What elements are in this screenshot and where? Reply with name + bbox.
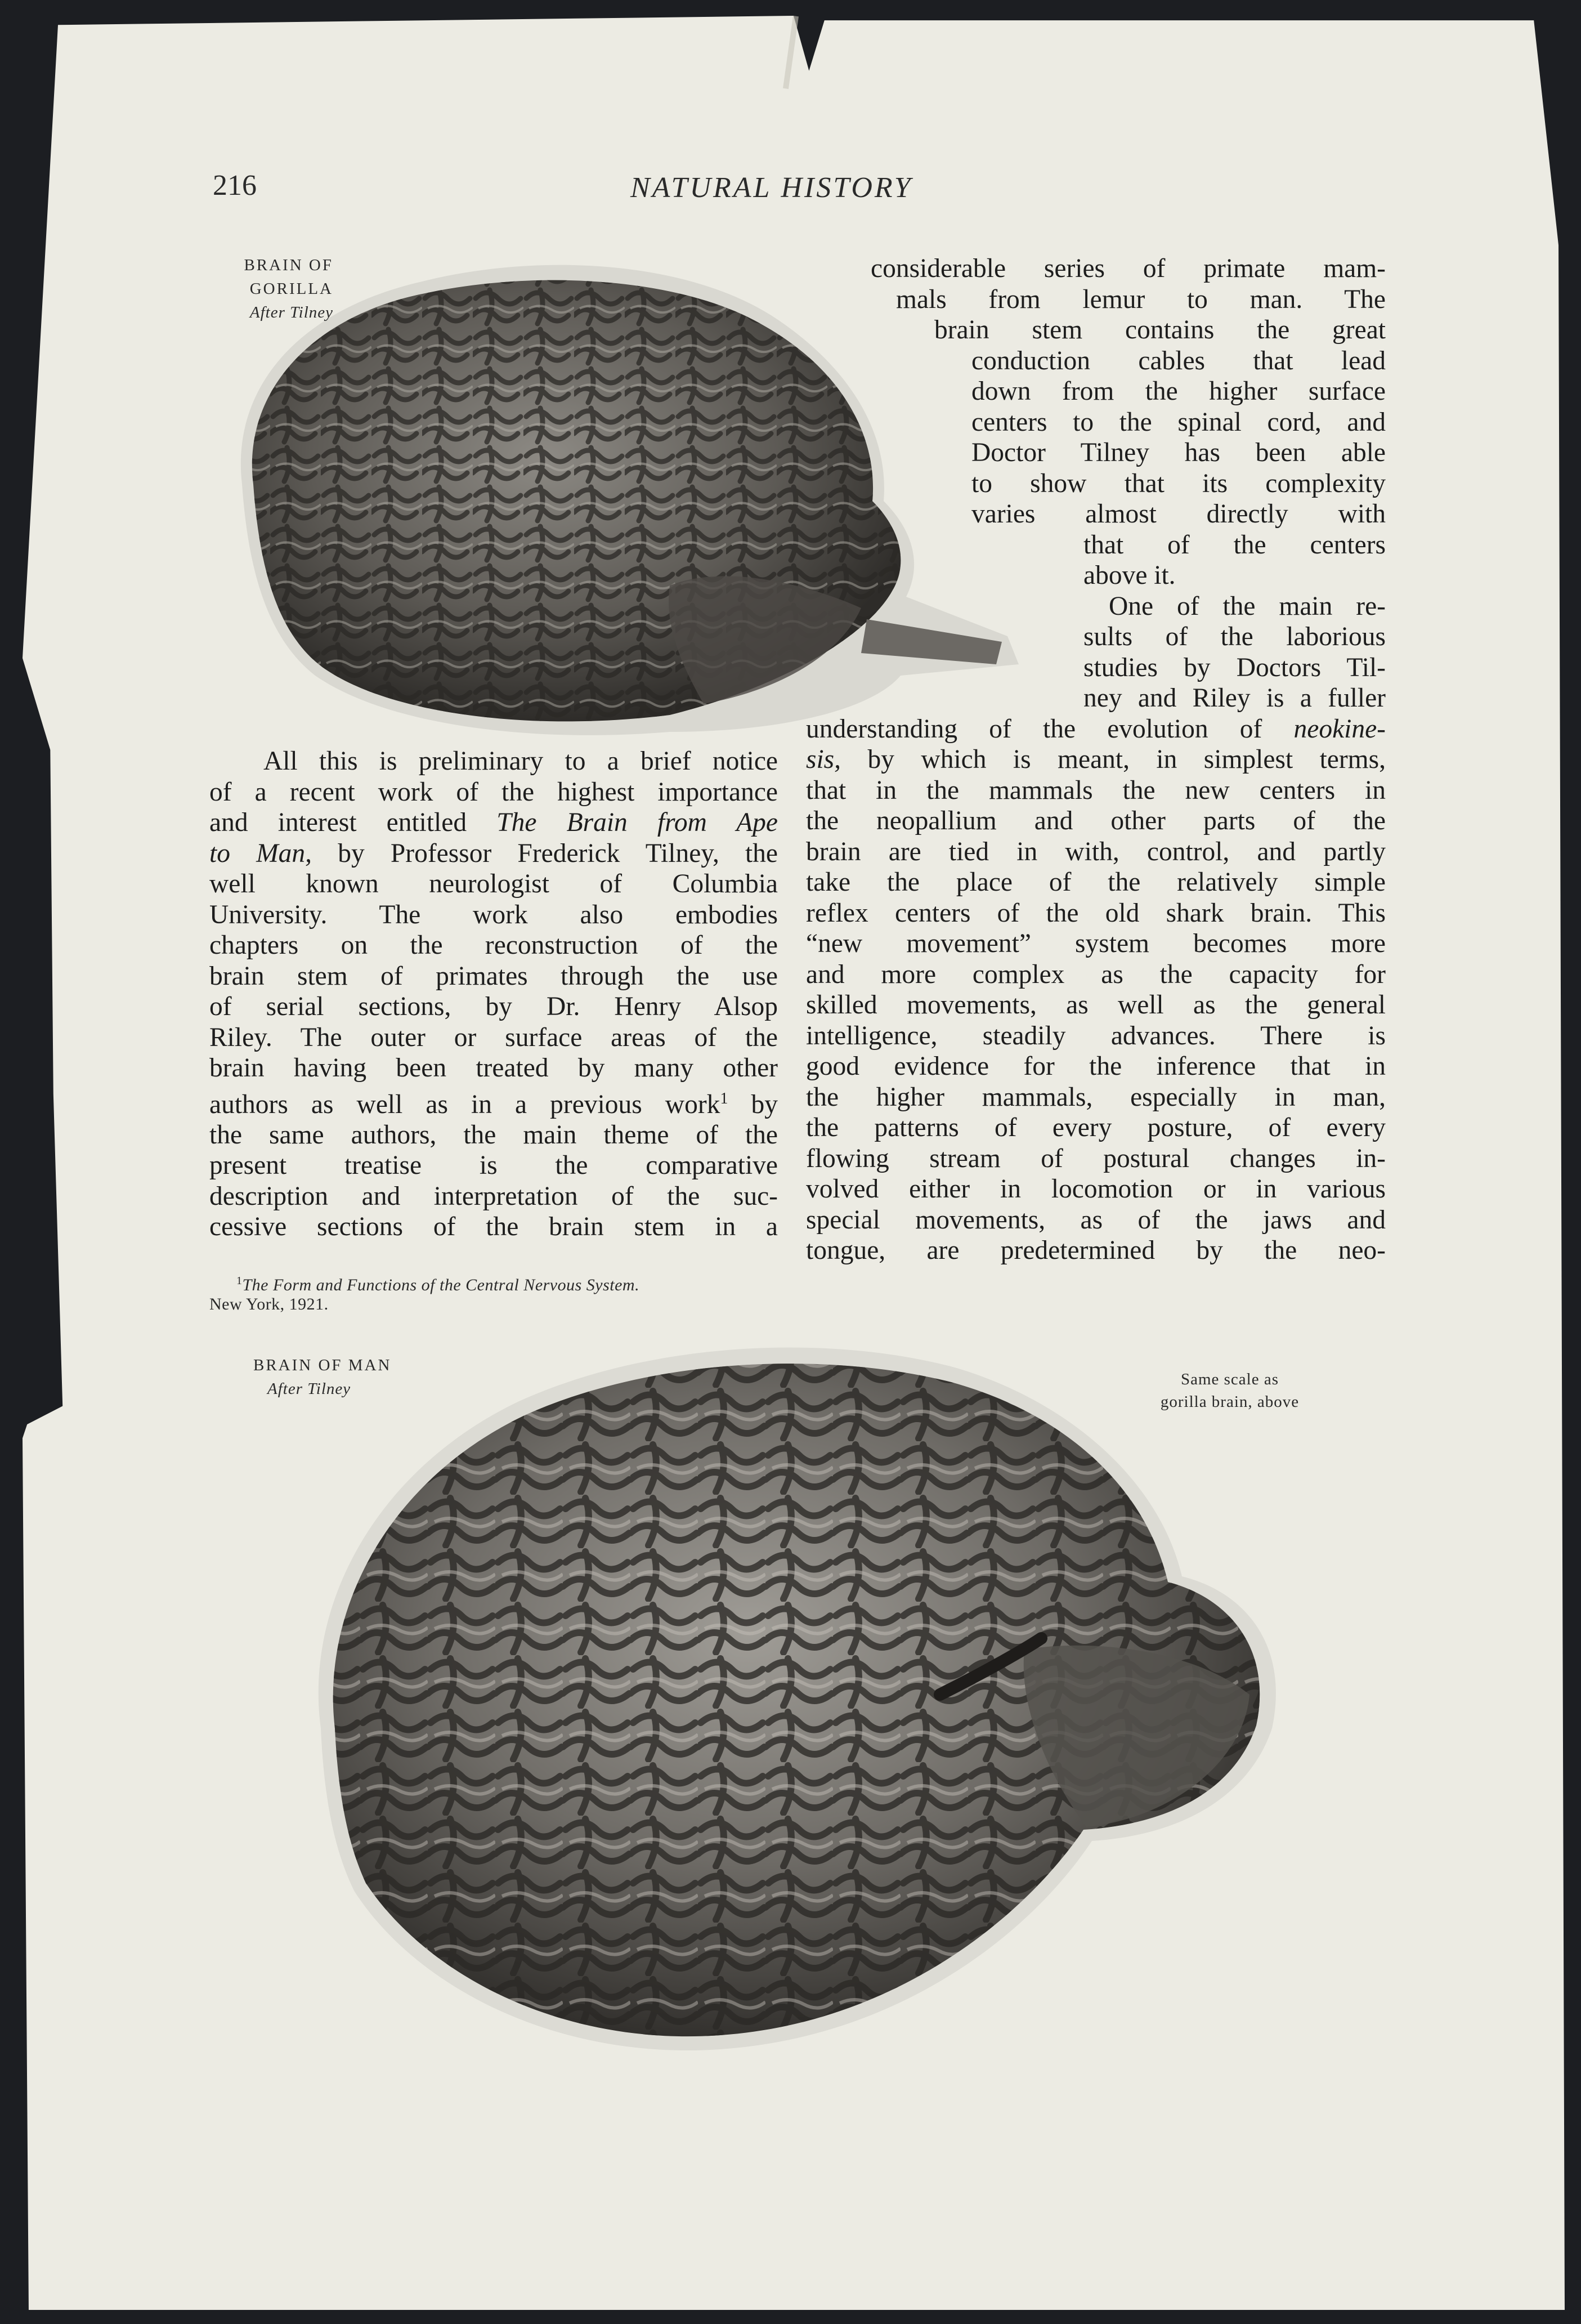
text-line: description and interpretation of the suc-	[209, 1181, 778, 1211]
right-column	[806, 253, 1386, 1266]
journal-title: NATURAL HISTORY	[630, 172, 913, 204]
left-column	[209, 746, 778, 1243]
text-line: cessive sections of the brain stem in a	[209, 1212, 778, 1242]
footnote-line: New York, 1921.	[209, 1295, 329, 1313]
text-run: by	[728, 1089, 778, 1119]
text-line: to show that its complexity	[971, 468, 1386, 498]
text-line: brain stem of primates through the use	[209, 961, 778, 991]
footnote-marker: 1	[236, 1275, 243, 1287]
text-line: down from the higher surface	[971, 377, 1386, 406]
text-line: ney and Riley is a fuller	[1083, 683, 1386, 713]
text-line: University. The work also embodies	[209, 900, 778, 929]
text-line: the patterns of every posture, of every	[806, 1113, 1386, 1142]
text-line: tongue, are predetermined by the neo-	[806, 1236, 1386, 1265]
text-line: above it.	[1083, 561, 1176, 590]
text-line: volved either in locomotion or in various	[806, 1174, 1386, 1204]
text-line: intelligence, steadily advances. There is	[806, 1021, 1386, 1051]
text-line: considerable series of primate mam-	[871, 254, 1386, 283]
text-line	[806, 714, 1386, 745]
text-line: sults of the laborious	[1083, 622, 1386, 651]
book-title: The Brain from Ape	[496, 808, 778, 837]
text-line	[806, 744, 1386, 775]
text-line: brain having been treated by many other	[209, 1053, 778, 1083]
footnote	[209, 1271, 778, 1314]
text-line: studies by Doctors Til-	[1083, 652, 1386, 682]
text-run: understanding of the evolution of	[806, 714, 1294, 744]
text-line: chapters on the reconstruction of the	[209, 931, 778, 960]
text-line: flowing stream of postural changes in-	[806, 1143, 1386, 1173]
text-line: of serial sections, by Dr. Henry Alsop	[209, 992, 778, 1021]
text-run: by Professor Frederick Tilney, the	[312, 838, 778, 868]
gorilla-caption-credit: After Tilney	[249, 303, 333, 321]
text-line: brain are tied in with, control, and partly	[806, 837, 1386, 866]
text-line: varies almost directly with	[971, 499, 1386, 529]
right-para-2	[806, 591, 1386, 1266]
text-line: the same authors, the main theme of the	[209, 1120, 778, 1150]
text-run: and interest entitled	[209, 808, 497, 837]
text-line	[209, 838, 778, 869]
text-line: centers to the spinal cord, and	[971, 407, 1386, 437]
text-line: take the place of the relatively simple	[806, 868, 1386, 897]
book-title: to Man,	[209, 838, 312, 868]
text-line: the higher mammals, especially in man,	[806, 1082, 1386, 1112]
footnote-title: The Form and Functions of the Central Nervous System.	[242, 1276, 640, 1294]
text-line: skilled movements, as well as the general	[806, 990, 1386, 1020]
human-brain-photo	[293, 1334, 1340, 2061]
text-line: good evidence for the inference that in	[806, 1052, 1386, 1081]
text-line: conduction cables that lead	[971, 346, 1386, 376]
text-line: One of the main re-	[1109, 591, 1386, 621]
right-para-1	[806, 253, 1386, 591]
scale-caption-line1: Same scale as	[1180, 1370, 1279, 1388]
gorilla-caption-line1: BRAIN OF	[244, 256, 333, 274]
text-run: by which is meant, in simplest terms,	[841, 745, 1386, 774]
text-line: of a recent work of the highest importance	[209, 777, 778, 807]
text-line: “new movement” system becomes more	[806, 929, 1386, 958]
text-line	[209, 807, 778, 838]
italic-term: sis,	[806, 745, 841, 774]
left-para-1	[209, 746, 778, 1243]
text-line: that of the centers	[1083, 530, 1386, 560]
footnote-ref: 1	[720, 1089, 728, 1107]
text-line: Doctor Tilney has been able	[971, 438, 1386, 467]
man-caption-credit: After Tilney	[267, 1380, 351, 1398]
text-line: Riley. The outer or surface areas of the	[209, 1022, 778, 1052]
text-line: special movements, as of the jaws and	[806, 1205, 1386, 1235]
italic-term: neokine-	[1293, 714, 1386, 744]
text-line: well known neurologist of Columbia	[209, 869, 778, 899]
man-caption-line1: BRAIN OF MAN	[253, 1356, 392, 1374]
text-run: authors as well as in a previous work	[209, 1089, 720, 1119]
gorilla-caption	[209, 253, 333, 324]
text-line: All this is preliminary to a brief notice	[263, 747, 778, 776]
text-line: brain stem contains the great	[934, 315, 1386, 345]
text-line: the neopallium and other parts of the	[806, 806, 1386, 835]
text-line: present treatise is the comparative	[209, 1151, 778, 1181]
text-line: that in the mammals the new centers in	[806, 775, 1386, 805]
text-line	[209, 1084, 778, 1120]
scale-caption-line2: gorilla brain, above	[1160, 1393, 1300, 1411]
text-line: mals from lemur to man. The	[896, 284, 1386, 314]
text-line: and more complex as the capacity for	[806, 959, 1386, 989]
page-number: 216	[213, 169, 257, 202]
gorilla-caption-line2: GORILLA	[249, 280, 333, 298]
footnote-line	[209, 1271, 778, 1295]
text-line: reflex centers of the old shark brain. This	[806, 898, 1386, 928]
